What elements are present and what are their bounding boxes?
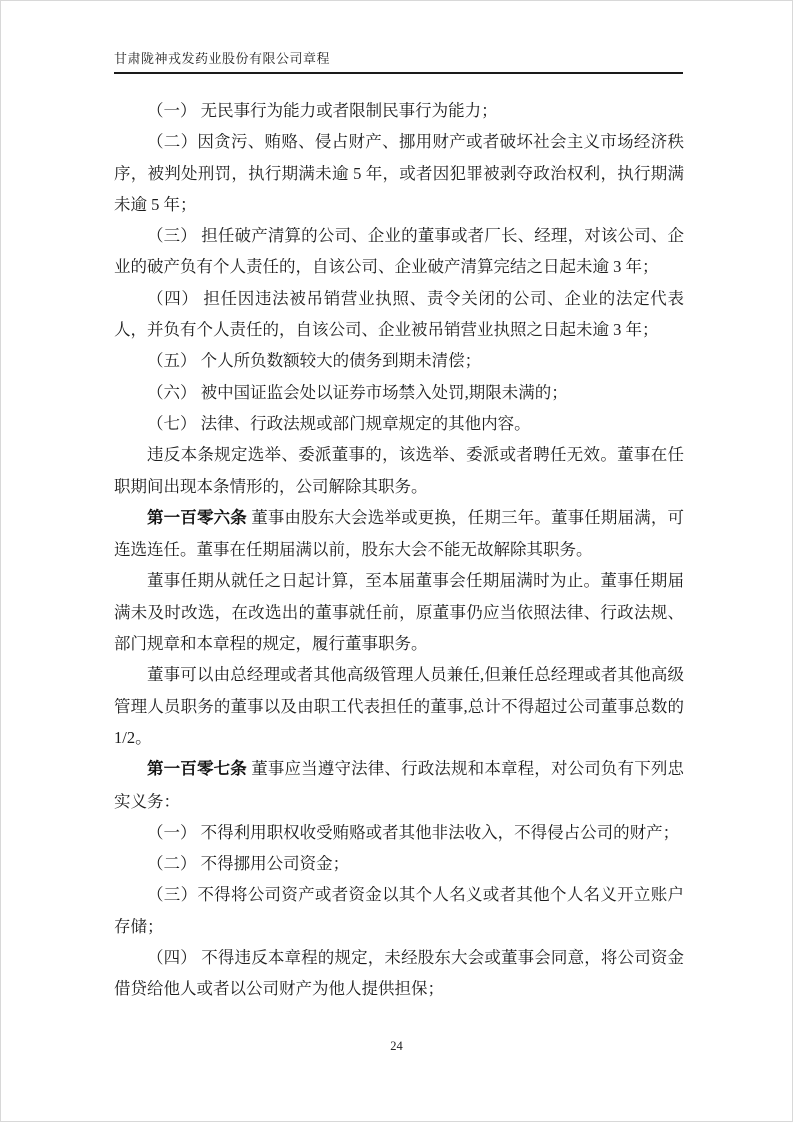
body-paragraph — [114, 345, 684, 376]
body-paragraph — [114, 220, 684, 283]
paragraph-text: （三） 担任破产清算的公司、企业的董事或者厂长、经理，对该公司、企业的破产负有个人责任的，自该公司、企业破产清算完结之日起未逾 3 年； — [114, 226, 684, 277]
body-paragraph — [114, 439, 684, 502]
paragraph-text: （四） 担任因违法被吊销营业执照、责令关闭的公司、企业的法定代表人，并负有个人责任的，自该公司、企业被吊销营业执照之日起未逾 3 年； — [114, 288, 684, 340]
body-paragraph — [114, 408, 684, 439]
body-paragraph — [114, 95, 684, 126]
body-paragraph — [114, 283, 684, 346]
paragraph-text: （五） 个人所负数额较大的债务到期未清偿； — [147, 351, 482, 371]
body-paragraph — [114, 126, 684, 220]
page-number: 24 — [390, 1039, 403, 1053]
paragraph-text: 董事任期从就任之日起计算，至本届董事会任期届满时为止。董事任期届满未及时改选，在改选出的董事就任前，原董事仍应当依照法律、行政法规、部门规章和本章程的规定，履行董事职务。 — [114, 571, 684, 654]
paragraph-text: （七） 法律、行政法规或部门规章规定的其他内容。 — [147, 413, 531, 433]
page-footer — [1, 1039, 792, 1054]
body-paragraph — [114, 942, 684, 1005]
paragraph-text: （二） 不得挪用公司资金； — [147, 854, 350, 874]
body-paragraph — [114, 565, 684, 659]
document-body — [114, 95, 684, 1005]
paragraph-text: 董事应当遵守法律、行政法规和本章程，对公司负有下列忠实义务： — [114, 759, 685, 811]
body-paragraph — [114, 848, 684, 879]
paragraph-text: （六） 被中国证监会处以证券市场禁入处罚,期限未满的； — [147, 382, 568, 402]
page-header — [114, 51, 683, 74]
body-paragraph — [114, 753, 684, 817]
body-paragraph — [114, 377, 684, 408]
body-paragraph — [114, 879, 684, 942]
body-paragraph — [114, 817, 684, 848]
paragraph-text: 董事由股东大会选举或更换，任期三年。董事任期届满，可连选连任。董事在任期届满以前，股东大会不能无故解除其职务。 — [114, 507, 685, 560]
paragraph-text: （一） 无民事行为能力或者限制民事行为能力； — [147, 101, 498, 120]
article-number: 第一百零七条 — [147, 760, 247, 779]
paragraph-text: （二）因贪污、贿赂、侵占财产、挪用财产或者破坏社会主义市场经济秩序，被判处刑罚，执行期满未逾 5 年，或者因犯罪被剥夺政治权利，执行期满未逾 5 年； — [114, 132, 684, 214]
article-number: 第一百零六条 — [147, 508, 247, 527]
body-paragraph — [114, 502, 684, 566]
paragraph-text: （三）不得将公司资产或者资金以其个人名义或者其他个人名义开立账户存储； — [114, 885, 684, 936]
paragraph-text: （四） 不得违反本章程的规定，未经股东大会或董事会同意，将公司资金借贷给他人或者以公司财产为他人提供担保； — [114, 948, 684, 999]
document-title: 甘肃陇神戎发药业股份有限公司章程 — [114, 51, 331, 66]
paragraph-text: （一） 不得利用职权收受贿赂或者其他非法收入，不得侵占公司的财产； — [147, 822, 680, 842]
paragraph-text: 违反本条规定选举、委派董事的，该选举、委派或者聘任无效。董事在任职期间出现本条情形的，公司解除其职务。 — [114, 445, 684, 496]
body-paragraph — [114, 659, 684, 753]
paragraph-text: 董事可以由总经理或者其他高级管理人员兼任,但兼任总经理或者其他高级管理人员职务的董事以及由职工代表担任的董事,总计不得超过公司董事总数的1/2。 — [114, 665, 684, 747]
